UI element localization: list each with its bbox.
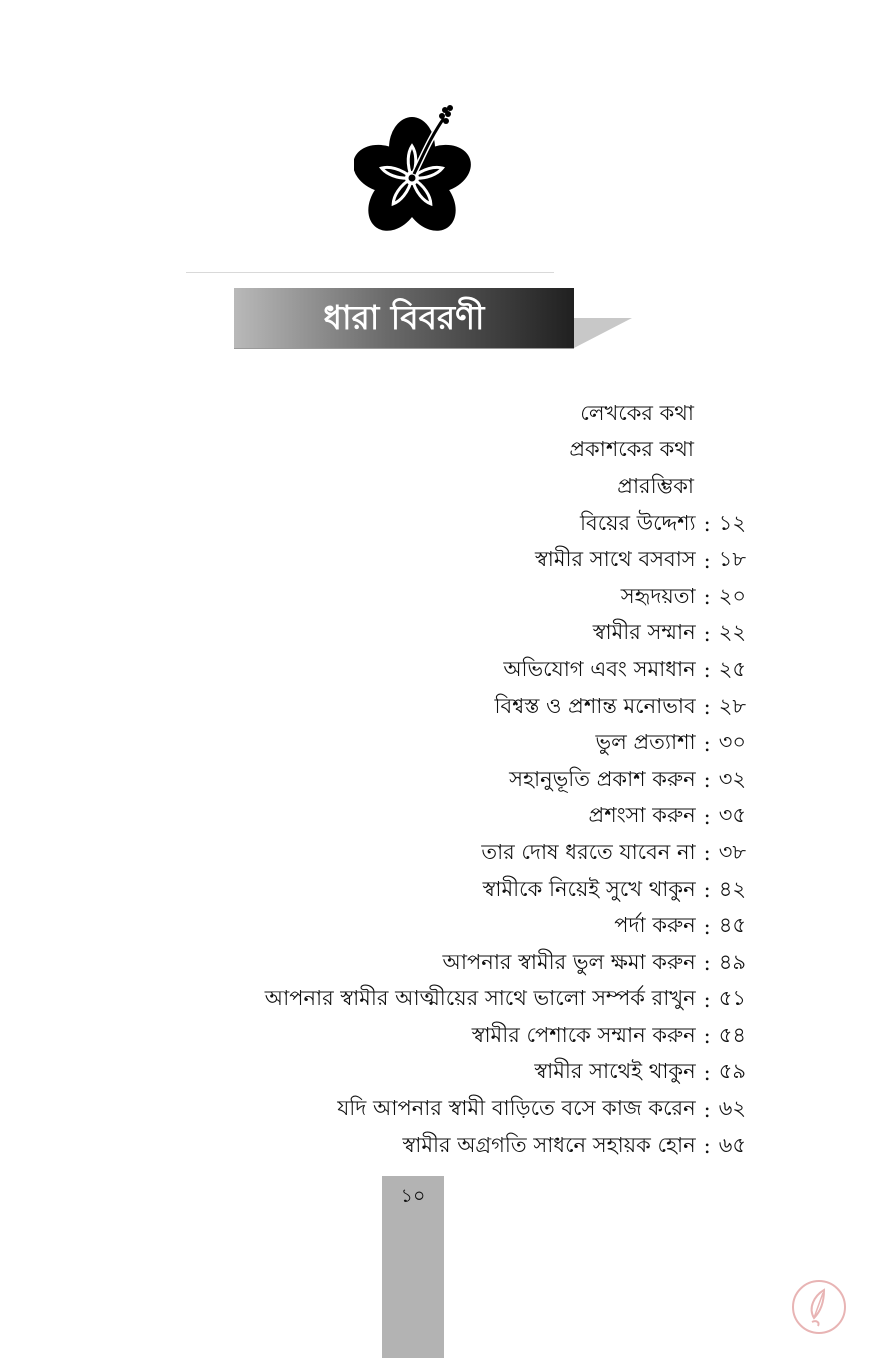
toc-entry-label: অভিযোগ এবং সমাধান (503, 656, 696, 681)
toc-separator: : (703, 548, 711, 573)
toc-entry[interactable] (150, 469, 746, 506)
toc-entry[interactable] (150, 433, 746, 470)
toc-separator: : (703, 621, 711, 646)
toc-page-number: ২২ (718, 620, 746, 645)
toc-entry[interactable] (150, 945, 746, 982)
toc-entry-label: স্বামীর সম্মান (592, 620, 696, 645)
toc-entry-label: সহৃদয়তা (620, 583, 696, 608)
quill-logo-icon (790, 1278, 848, 1336)
banner-fold-shadow (574, 318, 632, 348)
toc-page-number: ৪৫ (718, 913, 746, 938)
toc-entry-label: বিয়ের উদ্দেশ্য (580, 510, 696, 535)
toc-separator: : (703, 768, 711, 793)
toc-entry[interactable] (150, 689, 746, 726)
toc-entry[interactable] (150, 872, 746, 909)
page-number: ১০ (400, 1185, 426, 1207)
toc-entry[interactable] (150, 1018, 746, 1055)
toc-entry[interactable] (150, 506, 746, 543)
toc-separator: : (703, 1024, 711, 1049)
toc-page-number: ৪৯ (718, 949, 746, 974)
toc-entry[interactable] (150, 542, 746, 579)
toc-entry-label: আপনার স্বামীর ভুল ক্ষমা করুন (442, 949, 696, 974)
toc-separator: : (703, 1097, 711, 1122)
toc-entry-label: স্বামীর সাথে বসবাস (535, 547, 696, 572)
toc-page-number: ৬৫ (718, 1132, 746, 1157)
toc-entry[interactable] (150, 652, 746, 689)
toc-entry[interactable] (150, 762, 746, 799)
toc-entry-label: তার দোষ ধরতে যাবেন না (481, 839, 696, 864)
toc-page-number: ৫১ (718, 986, 746, 1011)
toc-entry-label: বিশ্বস্ত ও প্রশান্ত মনোভাব (494, 693, 696, 718)
toc-page-number: ২৫ (718, 656, 746, 681)
toc-entry[interactable] (150, 908, 746, 945)
toc-separator: : (703, 951, 711, 976)
toc-separator: : (703, 695, 711, 720)
hibiscus-flower-icon (354, 104, 474, 240)
toc-page-number: ২০ (718, 583, 746, 608)
toc-separator: : (703, 1134, 711, 1159)
toc-page-number: ৪২ (718, 876, 746, 901)
toc-separator: : (703, 804, 711, 829)
toc-entry[interactable] (150, 396, 746, 433)
toc-entry[interactable] (150, 1128, 746, 1165)
toc-entry[interactable] (150, 616, 746, 653)
toc-entry-label: স্বামীকে নিয়েই সুখে থাকুন (482, 876, 696, 901)
title-banner (234, 288, 574, 348)
toc-entry-label: আপনার স্বামীর আত্মীয়ের সাথে ভালো সম্পর্ক রাখুন (264, 986, 696, 1011)
toc-entry-label: প্রশংসা করুন (588, 803, 696, 828)
toc-page-number: ৩৮ (718, 839, 746, 864)
toc-separator: : (703, 512, 711, 537)
toc-page-number: ১৮ (718, 547, 746, 572)
toc-entry[interactable] (150, 1055, 746, 1092)
toc-entry-label: সহানুভূতি প্রকাশ করুন (509, 766, 696, 791)
toc-entry[interactable] (150, 725, 746, 762)
page-title: ধারা বিবরণী (323, 298, 485, 337)
toc-page-number: ৩৫ (718, 803, 746, 828)
toc-page-number: ৬২ (718, 1096, 746, 1121)
toc-page-number: ২৮ (718, 693, 746, 718)
toc-page-number: ৫৯ (718, 1059, 746, 1084)
toc-entry[interactable] (150, 982, 746, 1019)
toc-entry[interactable] (150, 1091, 746, 1128)
toc-page-number: ৩২ (718, 766, 746, 791)
toc-page-number: ৩০ (718, 730, 746, 755)
toc-separator: : (703, 841, 711, 866)
toc-page-number: ১২ (718, 510, 746, 535)
toc-entry-label: স্বামীর সাথেই থাকুন (534, 1059, 696, 1084)
toc-entry-label: যদি আপনার স্বামী বাড়িতে বসে কাজ করেন (337, 1096, 696, 1121)
table-of-contents (150, 396, 746, 1164)
toc-separator: : (703, 987, 711, 1012)
toc-page-number: ৫৪ (718, 1022, 746, 1047)
toc-entry-label: প্রকাশকের কথা (569, 437, 694, 462)
toc-entry[interactable] (150, 835, 746, 872)
toc-separator: : (703, 585, 711, 610)
toc-separator: : (703, 1060, 711, 1085)
toc-separator: : (703, 731, 711, 756)
toc-entry[interactable] (150, 799, 746, 836)
toc-entry-label: প্রারম্ভিকা (617, 473, 694, 498)
toc-separator: : (703, 914, 711, 939)
toc-separator: : (703, 878, 711, 903)
toc-entry-label: পর্দা করুন (614, 913, 696, 938)
toc-entry-label: লেখকের কথা (580, 400, 694, 425)
header-divider (186, 272, 554, 273)
toc-entry[interactable] (150, 579, 746, 616)
toc-entry-label: স্বামীর পেশাকে সম্মান করুন (471, 1022, 696, 1047)
toc-entry-label: ভুল প্রত্যাশা (595, 730, 696, 755)
toc-entry-label: স্বামীর অগ্রগতি সাধনে সহায়ক হোন (402, 1132, 696, 1157)
toc-separator: : (703, 658, 711, 683)
